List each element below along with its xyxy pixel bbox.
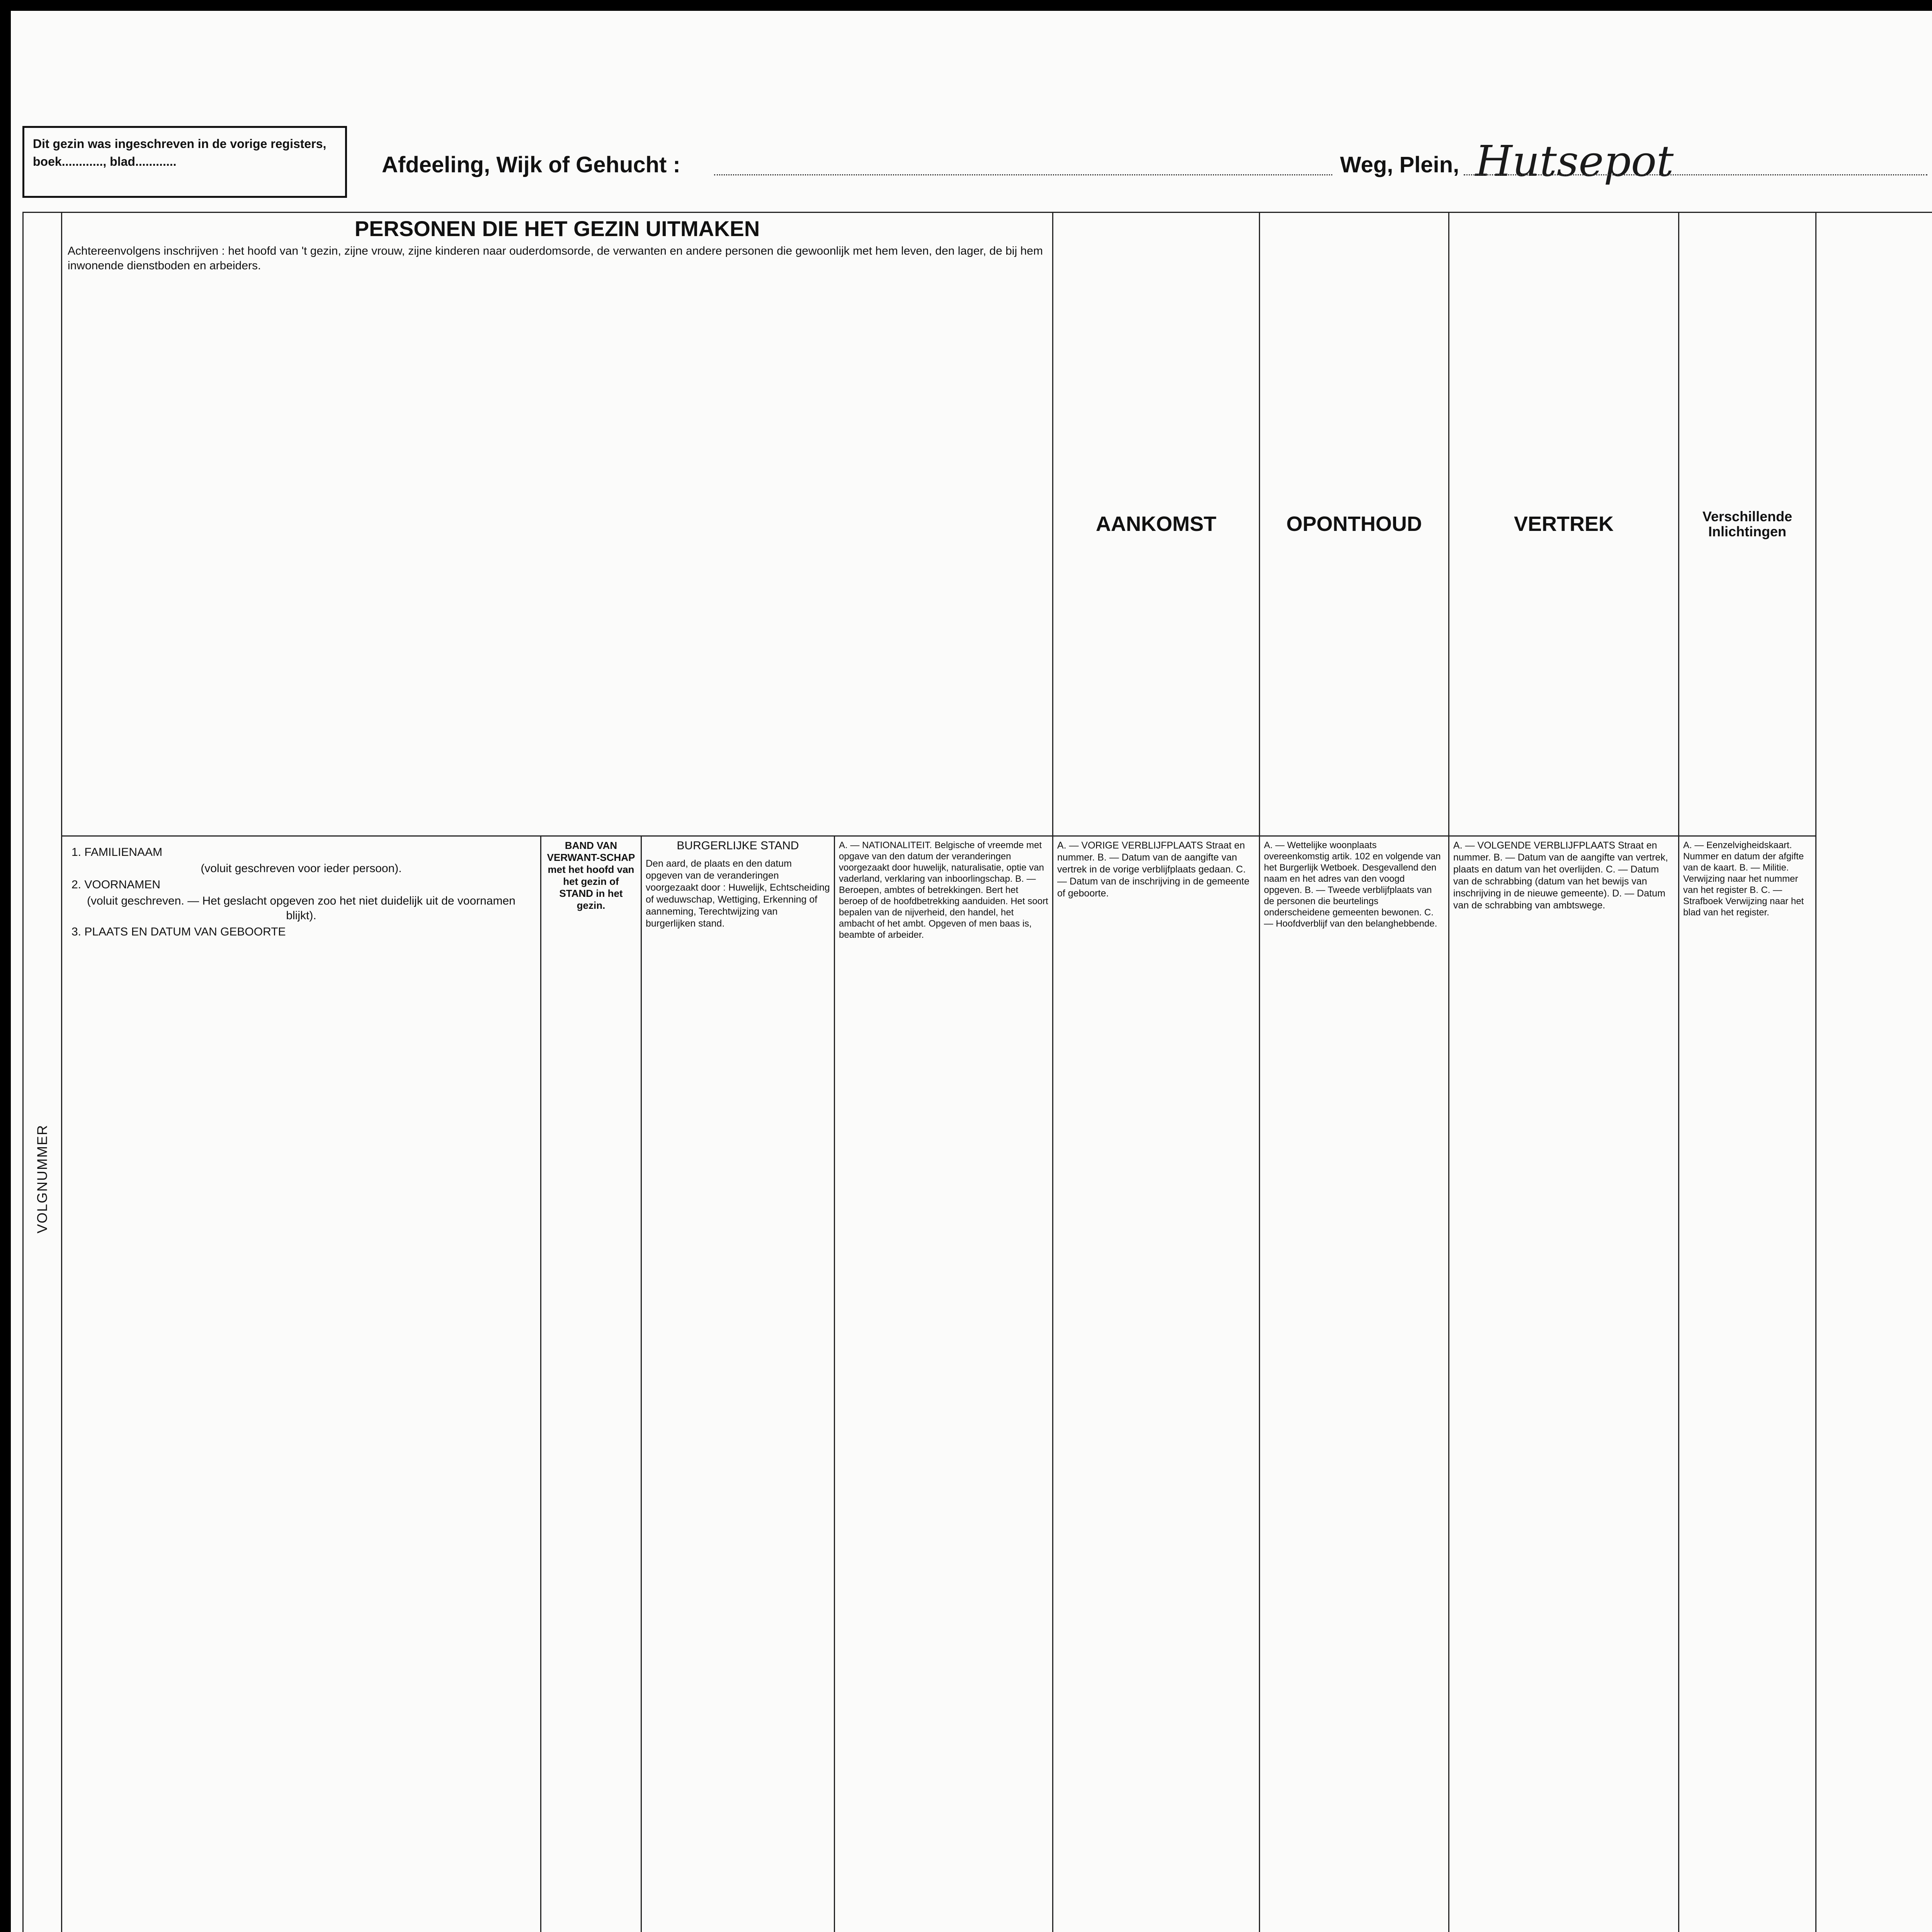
civil-status-header: Den aard, de plaats en den datum opgeven van de veranderingen voorgezaakt door : Huwelijk, Echtscheiding of weduwschap, Wettiging, Erkenning of aanneming, Terechtwijzing van burgerlijken stand. — [646, 858, 830, 929]
name-column-header — [71, 844, 531, 940]
persons-title: PERSONEN DIE HET GEZIN UITMAKEN — [354, 216, 760, 241]
street-fill-line — [1464, 174, 1927, 175]
address-line — [382, 136, 1932, 190]
arrival-header: A. — VORIGE VERBLIJFPLAATS Straat en nummer. B. — Datum van de aangifte van vertrek in de vorige verblijfplaats gedaan. C. — Datum van de inschrijving in de gemeente of geboorte. — [1057, 840, 1250, 899]
name-column-header-line: (voluit geschreven voor ieder persoon). — [201, 862, 402, 875]
verschillende-header: Verschillende Inlichtingen — [1702, 508, 1793, 540]
vertrek-header: VERTREK — [1514, 512, 1614, 536]
section-label: Afdeeling, Wijk of Gehucht : — [382, 152, 680, 177]
volgnummer-header: VOLGNUMMER — [34, 1124, 50, 1234]
street-label: Weg, Plein, — [1340, 152, 1459, 177]
street-value: Hutsepot — [1475, 136, 1674, 186]
previous-register-box: Dit gezin was ingeschreven in de vorige registers, boek............, blad............ — [22, 126, 347, 198]
persons-table — [22, 212, 1932, 1932]
persons-intro: Achtereenvolgens inschrijven : het hoofd van 't gezin, zijne vrouw, zijne kinderen naar ouderdomsorde, de verwanten en andere personen die gewoonlijk met hem leven, den lager, de bij hem inwonende dienstboden en arbeiders. — [68, 244, 1043, 272]
oponthoud-header: OPONTHOUD — [1286, 512, 1422, 536]
info-header: A. — Eenzelvigheidskaart. Nummer en datum der afgifte van de kaart. B. — Militie. Verwijzing naar het nummer van het register B. C. — Strafboek Verwijzing naar het blad van het register. — [1683, 840, 1804, 918]
stay-header: A. — Wettelijke woonplaats overeenkomstig artik. 102 en volgende van het Burgerlijk Wetboek. Desgevallend den naam en het adres van den voogd opgeven. B. — Tweede verblijfplaats van de personen die beurtelings onderscheidene gemeenten bewonen. C. — Hoofdverblijf van den belanghebbende. — [1264, 840, 1441, 929]
departure-header: A. — VOLGENDE VERBLIJFPLAATS Straat en nummer. B. — Datum van de aangifte van vertrek, plaats en datum van het overlijden. C. — Datum van de schrabbing (datum van het bewijs van inschrijving in de nieuwe gemeente). D. — Datum van de schrabbing van ambtswege. — [1453, 840, 1668, 911]
kinship-header: BAND VAN VERWANT-SCHAP met het hoofd van het gezin of STAND in het gezin. — [547, 839, 635, 911]
name-column-header-line: 3. PLAATS EN DATUM VAN GEBOORTE — [71, 925, 286, 938]
aankomst-header: AANKOMST — [1096, 512, 1217, 536]
register-sheet — [11, 11, 1932, 1932]
section-fill-line — [714, 174, 1332, 175]
name-column-header-line: 1. FAMILIENAAM — [71, 845, 163, 859]
name-column-header-line: (voluit geschreven. — Het geslacht opgeven zoo het niet duidelijk uit de voornamen blijkt). — [87, 894, 515, 922]
name-column-header-line: 2. VOORNAMEN — [71, 878, 161, 891]
nationality-header: A. — NATIONALITEIT. Belgische of vreemde met opgave van den datum der veranderingen voorgezaakt door huwelijk, naturalisatie, optie van vaderland, verklaring van inboorlingschap. B. — Beroepen, ambtes of betrekkingen. Bert het beroep of de hoofdbetrekking aanduiden. Het soort bepalen van de nijverheid, den handel, het ambacht of het ambt. Opgeven of men baas is, beambte of arbeider. — [839, 840, 1048, 940]
civil-status-title: BURGERLIJKE STAND — [677, 839, 799, 852]
aanmerkingen-header — [1816, 1170, 1932, 1187]
